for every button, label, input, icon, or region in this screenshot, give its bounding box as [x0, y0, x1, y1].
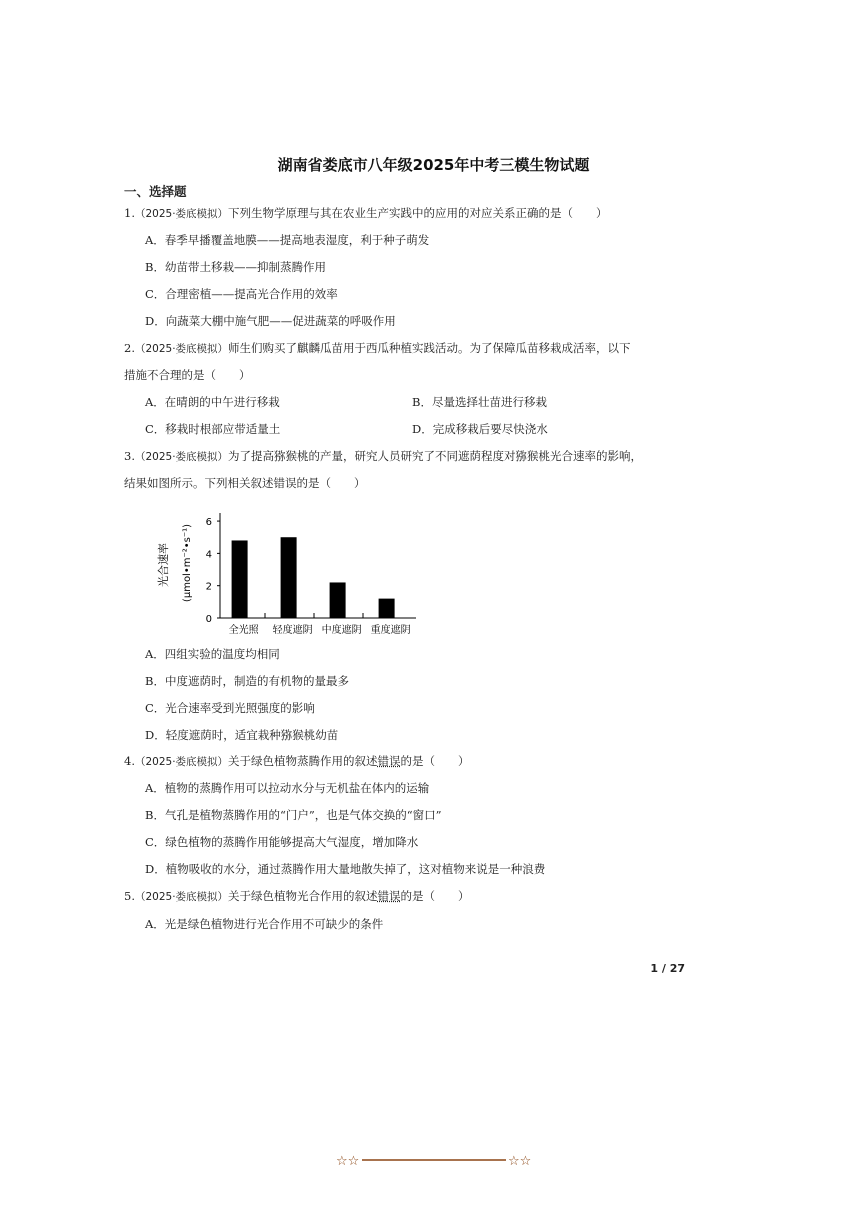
y-axis-label: 光合速率: [157, 543, 170, 587]
x-tick-label: 全光照: [228, 625, 259, 636]
option-b: B．中度遮荫时，制造的有机物的量最多: [145, 674, 349, 688]
question-number: 5.: [124, 889, 135, 903]
question-4: [124, 753, 470, 770]
y-axis-unit: (μmol•m⁻²•s⁻¹): [182, 523, 193, 603]
option-d: D．完成移栽后要尽快浇水: [412, 422, 548, 436]
question-source: （2025·娄底模拟）: [134, 208, 229, 220]
question-2: [124, 340, 631, 357]
y-tick-label: 6: [205, 517, 212, 529]
question-number: 4.: [124, 754, 135, 768]
option-b: B．气孔是植物蒸腾作用的“门户”，也是气体交换的“窗口”: [145, 808, 442, 822]
question-stem: 师生们购买了麒麟瓜苗用于西瓜种植实践活动。为了保障瓜苗移栽成活率，以下: [228, 341, 631, 355]
page-title: 湖南省娄底市八年级2025年中考三模生物试题: [277, 156, 590, 174]
option-b: B．幼苗带土移栽——抑制蒸腾作用: [145, 260, 326, 274]
question-3: [124, 448, 642, 465]
y-tick-label: 4: [205, 549, 212, 561]
x-tick-label: 重度遮阴: [370, 625, 411, 636]
question-stem-continued: 结果如图所示。下列相关叙述错误的是（ ）: [124, 476, 366, 490]
x-tick-label: 中度遮阴: [321, 625, 362, 636]
bar-chart: [150, 505, 430, 640]
footer-ornament: [336, 1150, 532, 1170]
question-stem-end: 的是（ ）: [400, 889, 470, 903]
bar: [232, 540, 248, 618]
option-d: D．向蔬菜大棚中施气肥——促进蔬菜的呼吸作用: [145, 314, 396, 328]
question-stem: 关于绿色植物光合作用的叙述: [228, 889, 378, 903]
option-c: C．移栽时根部应带适量土: [145, 422, 281, 436]
question-source: （2025·娄底模拟）: [134, 891, 229, 903]
emphasis-word: 错误: [377, 889, 401, 903]
option-c: C．光合速率受到光照强度的影响: [145, 701, 315, 715]
emphasis-word: 错误: [377, 754, 401, 768]
question-1: [124, 205, 608, 222]
option-a: A．四组实验的温度均相同: [145, 647, 280, 661]
y-tick-label: 0: [205, 614, 212, 625]
question-source: （2025·娄底模拟）: [134, 343, 229, 355]
question-number: 3.: [124, 449, 135, 463]
bar: [281, 537, 297, 618]
question-stem: 下列生物学原理与其在农业生产实践中的应用的对应关系正确的是（ ）: [228, 206, 608, 220]
question-5: [124, 888, 470, 905]
option-a: A．春季早播覆盖地膜——提高地表湿度，利于种子萌发: [145, 233, 430, 247]
y-tick-label: 2: [205, 581, 212, 593]
option-a: A．在晴朗的中午进行移栽: [145, 395, 280, 409]
question-number: 1.: [124, 206, 135, 220]
question-source: （2025·娄底模拟）: [134, 756, 229, 768]
star-icon: ☆☆: [336, 1154, 360, 1169]
question-stem: 为了提高猕猴桃的产量，研究人员研究了不同遮荫程度对猕猴桃光合速率的影响，: [228, 449, 643, 463]
question-stem-continued: 措施不合理的是（ ）: [124, 368, 251, 382]
question-stem-end: 的是（ ）: [400, 754, 470, 768]
option-d: D．植物吸收的水分，通过蒸腾作用大量地散失掉了，这对植物来说是一种浪费: [145, 862, 546, 876]
option-a: A．光是绿色植物进行光合作用不可缺少的条件: [145, 917, 384, 931]
question-number: 2.: [124, 341, 135, 355]
x-tick-label: 轻度遮阴: [272, 625, 313, 636]
page-number: 1 / 27: [650, 962, 685, 975]
section-heading: 一、选择题: [124, 184, 187, 199]
option-d: D．轻度遮荫时，适宜栽种猕猴桃幼苗: [145, 728, 339, 742]
bar: [330, 582, 346, 618]
star-icon: ☆☆: [508, 1154, 532, 1169]
option-a: A．植物的蒸腾作用可以拉动水分与无机盐在体内的运输: [145, 781, 430, 795]
question-stem: 关于绿色植物蒸腾作用的叙述: [228, 754, 378, 768]
option-b: B．尽量选择壮苗进行移栽: [412, 395, 547, 409]
question-source: （2025·娄底模拟）: [134, 451, 229, 463]
bar: [379, 599, 395, 618]
option-c: C．合理密植——提高光合作用的效率: [145, 287, 338, 301]
option-c: C．绿色植物的蒸腾作用能够提高大气湿度，增加降水: [145, 835, 419, 849]
